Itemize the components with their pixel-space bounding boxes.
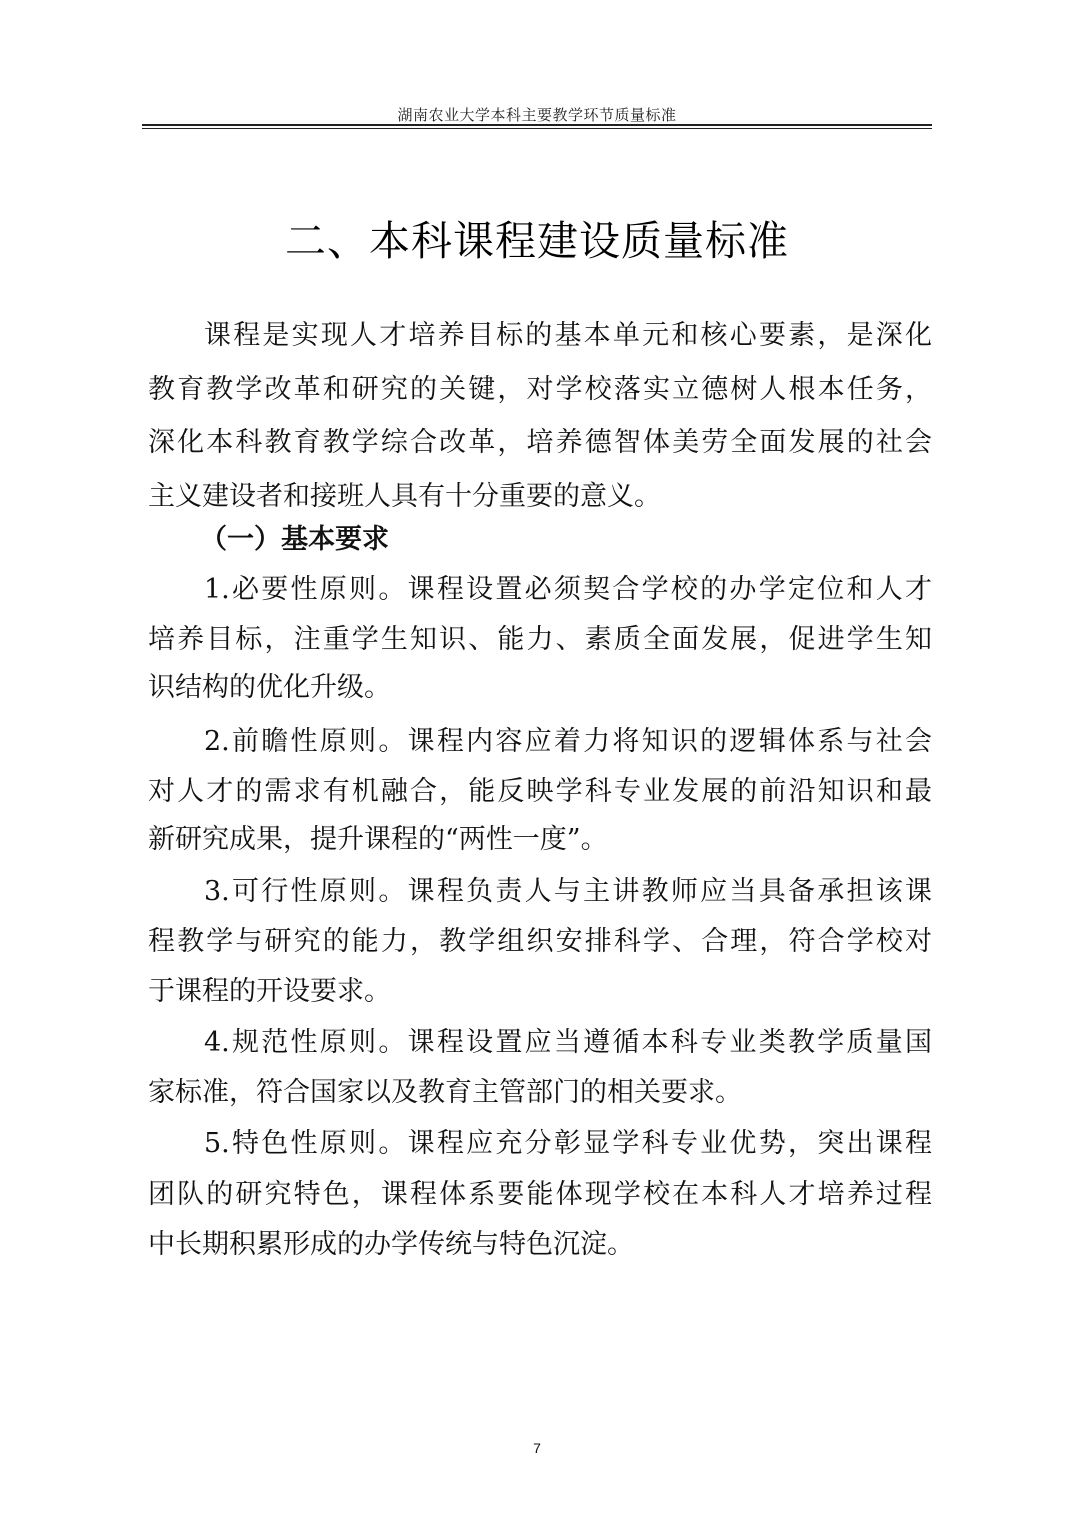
paragraph-line: 深化本科教育教学综合改革，培养德智体美劳全面发展的社会 [148,427,932,458]
running-header: 湖南农业大学本科主要教学环节质量标准 [397,106,677,124]
paragraph-line: 4.规范性原则。课程设置应当遵循本科专业类教学质量国 [204,1027,932,1058]
paragraph-line: 新研究成果，提升课程的“两性一度”。 [148,824,608,855]
paragraph-line: 培养目标，注重学生知识、能力、素质全面发展，促进学生知 [148,624,932,655]
page-number: 7 [533,1440,541,1456]
paragraph-line: 3.可行性原则。课程负责人与主讲教师应当具备承担该课 [204,876,932,907]
paragraph-line: 教育教学改革和研究的关键，对学校落实立德树人根本任务， [148,374,932,405]
paragraph-line: 家标准，符合国家以及教育主管部门的相关要求。 [148,1077,742,1108]
section-heading: （一）基本要求 [200,524,389,555]
paragraph-line: 识结构的优化升级。 [148,672,391,703]
paragraph-line: 于课程的开设要求。 [148,976,391,1007]
header-rule-thick [142,124,932,126]
paragraph-line: 程教学与研究的能力，教学组织安排科学、合理，符合学校对 [148,926,932,957]
paragraph-line: 主义建设者和接班人具有十分重要的意义。 [148,481,661,512]
paragraph-line: 对人才的需求有机融合，能反映学科专业发展的前沿知识和最 [148,776,932,807]
paragraph-line: 2.前瞻性原则。课程内容应着力将知识的逻辑体系与社会 [204,726,932,757]
paragraph-line: 5.特色性原则。课程应充分彰显学科专业优势，突出课程 [204,1128,932,1159]
paragraph-line: 团队的研究特色，课程体系要能体现学校在本科人才培养过程 [148,1179,932,1210]
paragraph-line: 中长期积累形成的办学传统与特色沉淀。 [148,1229,634,1260]
page-title: 二、本科课程建设质量标准 [285,217,789,265]
header-rule-thin [142,128,932,129]
paragraph-line: 1.必要性原则。课程设置必须契合学校的办学定位和人才 [204,574,932,605]
paragraph-line: 课程是实现人才培养目标的基本单元和核心要素，是深化 [204,320,932,351]
